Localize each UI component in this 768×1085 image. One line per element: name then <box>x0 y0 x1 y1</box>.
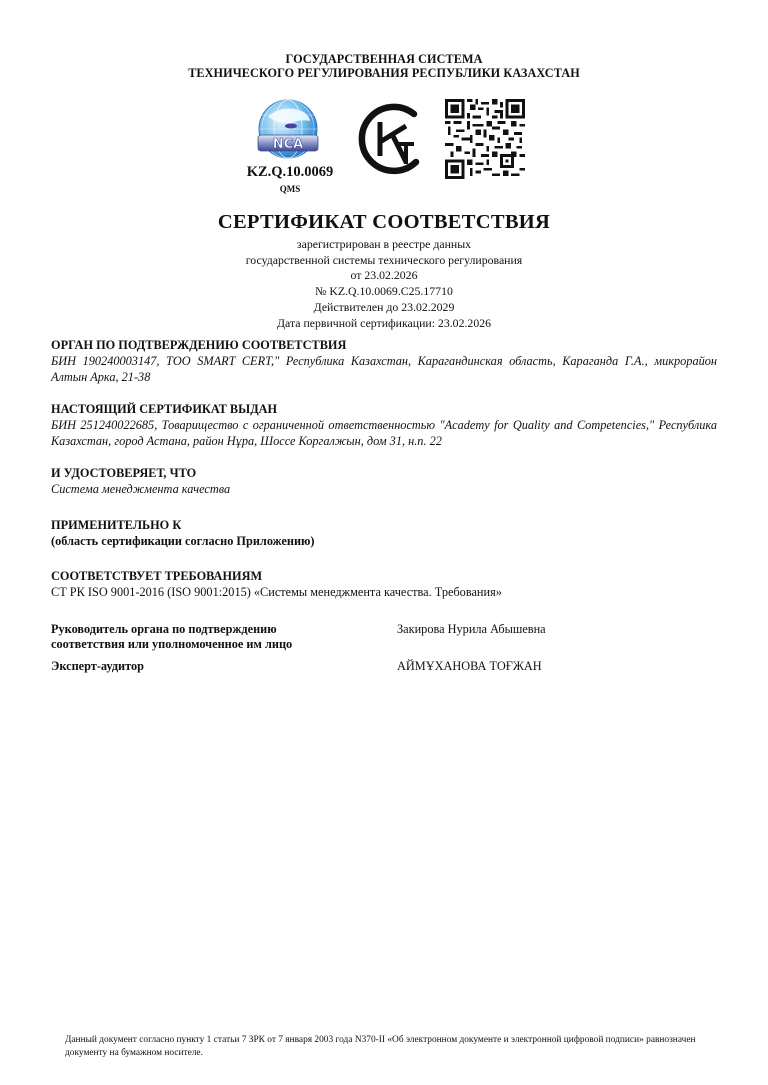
certificate-number: № KZ.Q.10.0069.C25.17710 <box>315 284 453 299</box>
registry-line-1: зарегистрирован в реестре данных <box>296 237 472 251</box>
registration-date: от 23.02.2026 <box>350 268 418 283</box>
ncs-globe-logo-icon <box>254 97 322 165</box>
svg-text:NCA: NCA <box>272 137 304 152</box>
signature-label: Эксперт-аудитор <box>51 659 145 673</box>
document-header <box>0 52 768 80</box>
kt-conformity-mark-icon <box>356 100 428 178</box>
section-heading: ОРГАН ПО ПОДТВЕРЖДЕНИЮ СООТВЕТСТВИЯ <box>51 338 347 352</box>
section-text: Система менеджмента качества <box>51 482 231 496</box>
accreditation-scope: QMS <box>279 184 301 194</box>
section-applicable-to <box>51 517 717 550</box>
section-text: СТ РК ISO 9001-2016 (ISO 9001:2015) «Системы менеджмента качества. Требования» <box>51 585 502 599</box>
signature-row-head <box>51 622 717 654</box>
accreditation-code: KZ.Q.10.0069 <box>246 164 334 180</box>
section-text: БИН 190240003147, ТОО SMART CERT," Республика Казахстан, Карагандинская область, Караганда Г.А., микрорайон Алтын Арка, 21-38 <box>51 354 717 384</box>
section-heading: СООТВЕТСТВУЕТ ТРЕБОВАНИЯМ <box>51 569 263 583</box>
section-certifies <box>51 465 717 497</box>
header-line-1: ГОСУДАРСТВЕННАЯ СИСТЕМА <box>285 52 483 66</box>
registry-line-2: государственной системы технического регулирования <box>245 252 523 267</box>
registration-block <box>0 237 768 331</box>
section-text: (область сертификации согласно Приложению) <box>51 534 315 548</box>
valid-until: Действителен до 23.02.2029 <box>313 299 455 314</box>
section-heading: ПРИМЕНИТЕЛЬНО К <box>51 518 182 532</box>
section-requirements <box>51 568 717 600</box>
signature-label: Руководитель органа по подтверждению соответствия или уполномоченное им лицо <box>51 622 293 651</box>
signature-row-auditor <box>51 659 717 675</box>
first-certification-date: Дата первичной сертификации: 23.02.2026 <box>276 315 492 330</box>
section-certification-body <box>51 337 717 385</box>
section-text: БИН 251240022685, Товарищество с ограниченной ответственностью "Academy for Quality and Competencies," Республика Казахстан, город Астана, район Нұра, Шоссе Коргалжын, дом 31, н.п. 22 <box>51 418 717 448</box>
header-line-2: ТЕХНИЧЕСКОГО РЕГУЛИРОВАНИЯ РЕСПУБЛИКИ КАЗАХСТАН <box>188 66 580 80</box>
section-issued-to <box>51 401 717 449</box>
section-heading: НАСТОЯЩИЙ СЕРТИФИКАТ ВЫДАН <box>51 402 278 416</box>
qr-code-icon[interactable] <box>445 99 525 179</box>
signature-name: АЙМҰХАНОВА ТОҒЖАН <box>397 659 542 673</box>
section-heading: И УДОСТОВЕРЯЕТ, ЧТО <box>51 466 197 480</box>
legal-footnote: Данный документ согласно пункту 1 статьи 7 ЗРК от 7 января 2003 года N370-II «Об электронном документе и электронной цифровой подписи» равнозначен документу на бумажном носителе. <box>65 1035 696 1058</box>
certificate-title: СЕРТИФИКАТ СООТВЕТСТВИЯ <box>217 211 551 233</box>
signature-name: Закирова Нурила Абышевна <box>397 622 546 636</box>
